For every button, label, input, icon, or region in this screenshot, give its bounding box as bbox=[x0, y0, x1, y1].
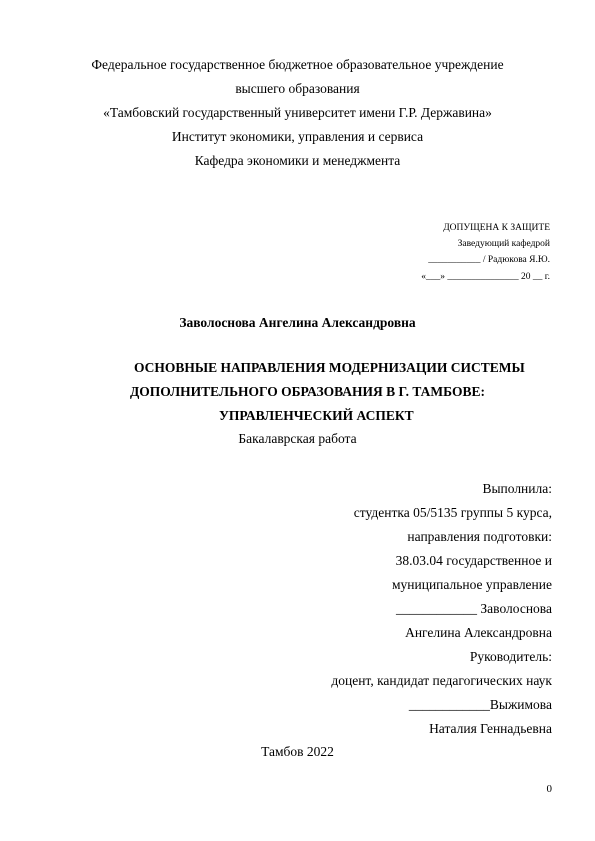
supervisor-label: Руководитель: bbox=[469, 649, 552, 664]
performer-group: студентка 05/5135 группы 5 курса, bbox=[353, 505, 552, 520]
performer-direction-name: муниципальное управление bbox=[391, 577, 552, 592]
author-name: Заволоснова Ангелина Александровна bbox=[179, 315, 416, 330]
performer-signature: ____________ Заволоснова bbox=[396, 601, 552, 616]
university-name: «Тамбовский государственный университет имени Г.Р. Державина» bbox=[103, 105, 492, 120]
thesis-title-line-1: ОСНОВНЫЕ НАПРАВЛЕНИЯ МОДЕРНИЗАЦИИ СИСТЕМЫ bbox=[134, 360, 525, 375]
approval-head-of-department: Заведующий кафедрой bbox=[457, 239, 550, 249]
education-level: высшего образования bbox=[235, 81, 360, 96]
institution-type: Федеральное государственное бюджетное образовательное учреждение bbox=[91, 57, 504, 72]
city-year: Тамбов 2022 bbox=[261, 744, 334, 759]
performer-direction-code: 38.03.04 государственное и bbox=[395, 553, 552, 568]
thesis-title-line-3: УПРАВЛЕНЧЕСКИЙ АСПЕКТ bbox=[219, 408, 414, 423]
supervisor-title: доцент, кандидат педагогических наук bbox=[331, 673, 552, 688]
approval-date-line: «___» _______________ 20 __ г. bbox=[421, 272, 550, 282]
performer-label: Выполнила: bbox=[482, 481, 552, 496]
supervisor-name: Наталия Геннадьевна bbox=[429, 721, 552, 736]
performer-name: Ангелина Александровна bbox=[405, 625, 552, 640]
department-name: Кафедра экономики и менеджмента bbox=[194, 153, 401, 168]
institute-name: Институт экономики, управления и сервиса bbox=[171, 129, 424, 144]
approval-heading: ДОПУЩЕНА К ЗАЩИТЕ bbox=[443, 223, 550, 233]
supervisor-signature: ____________Выжимова bbox=[408, 697, 552, 712]
approval-signature-line: ___________ / Радюкова Я.Ю. bbox=[428, 255, 550, 265]
work-type: Бакалаврская работа bbox=[238, 431, 357, 446]
performer-direction-label: направления подготовки: bbox=[407, 529, 552, 544]
thesis-title-line-2: ДОПОЛНИТЕЛЬНОГО ОБРАЗОВАНИЯ В Г. ТАМБОВЕ: bbox=[130, 384, 485, 399]
page-number: 0 bbox=[546, 783, 552, 795]
